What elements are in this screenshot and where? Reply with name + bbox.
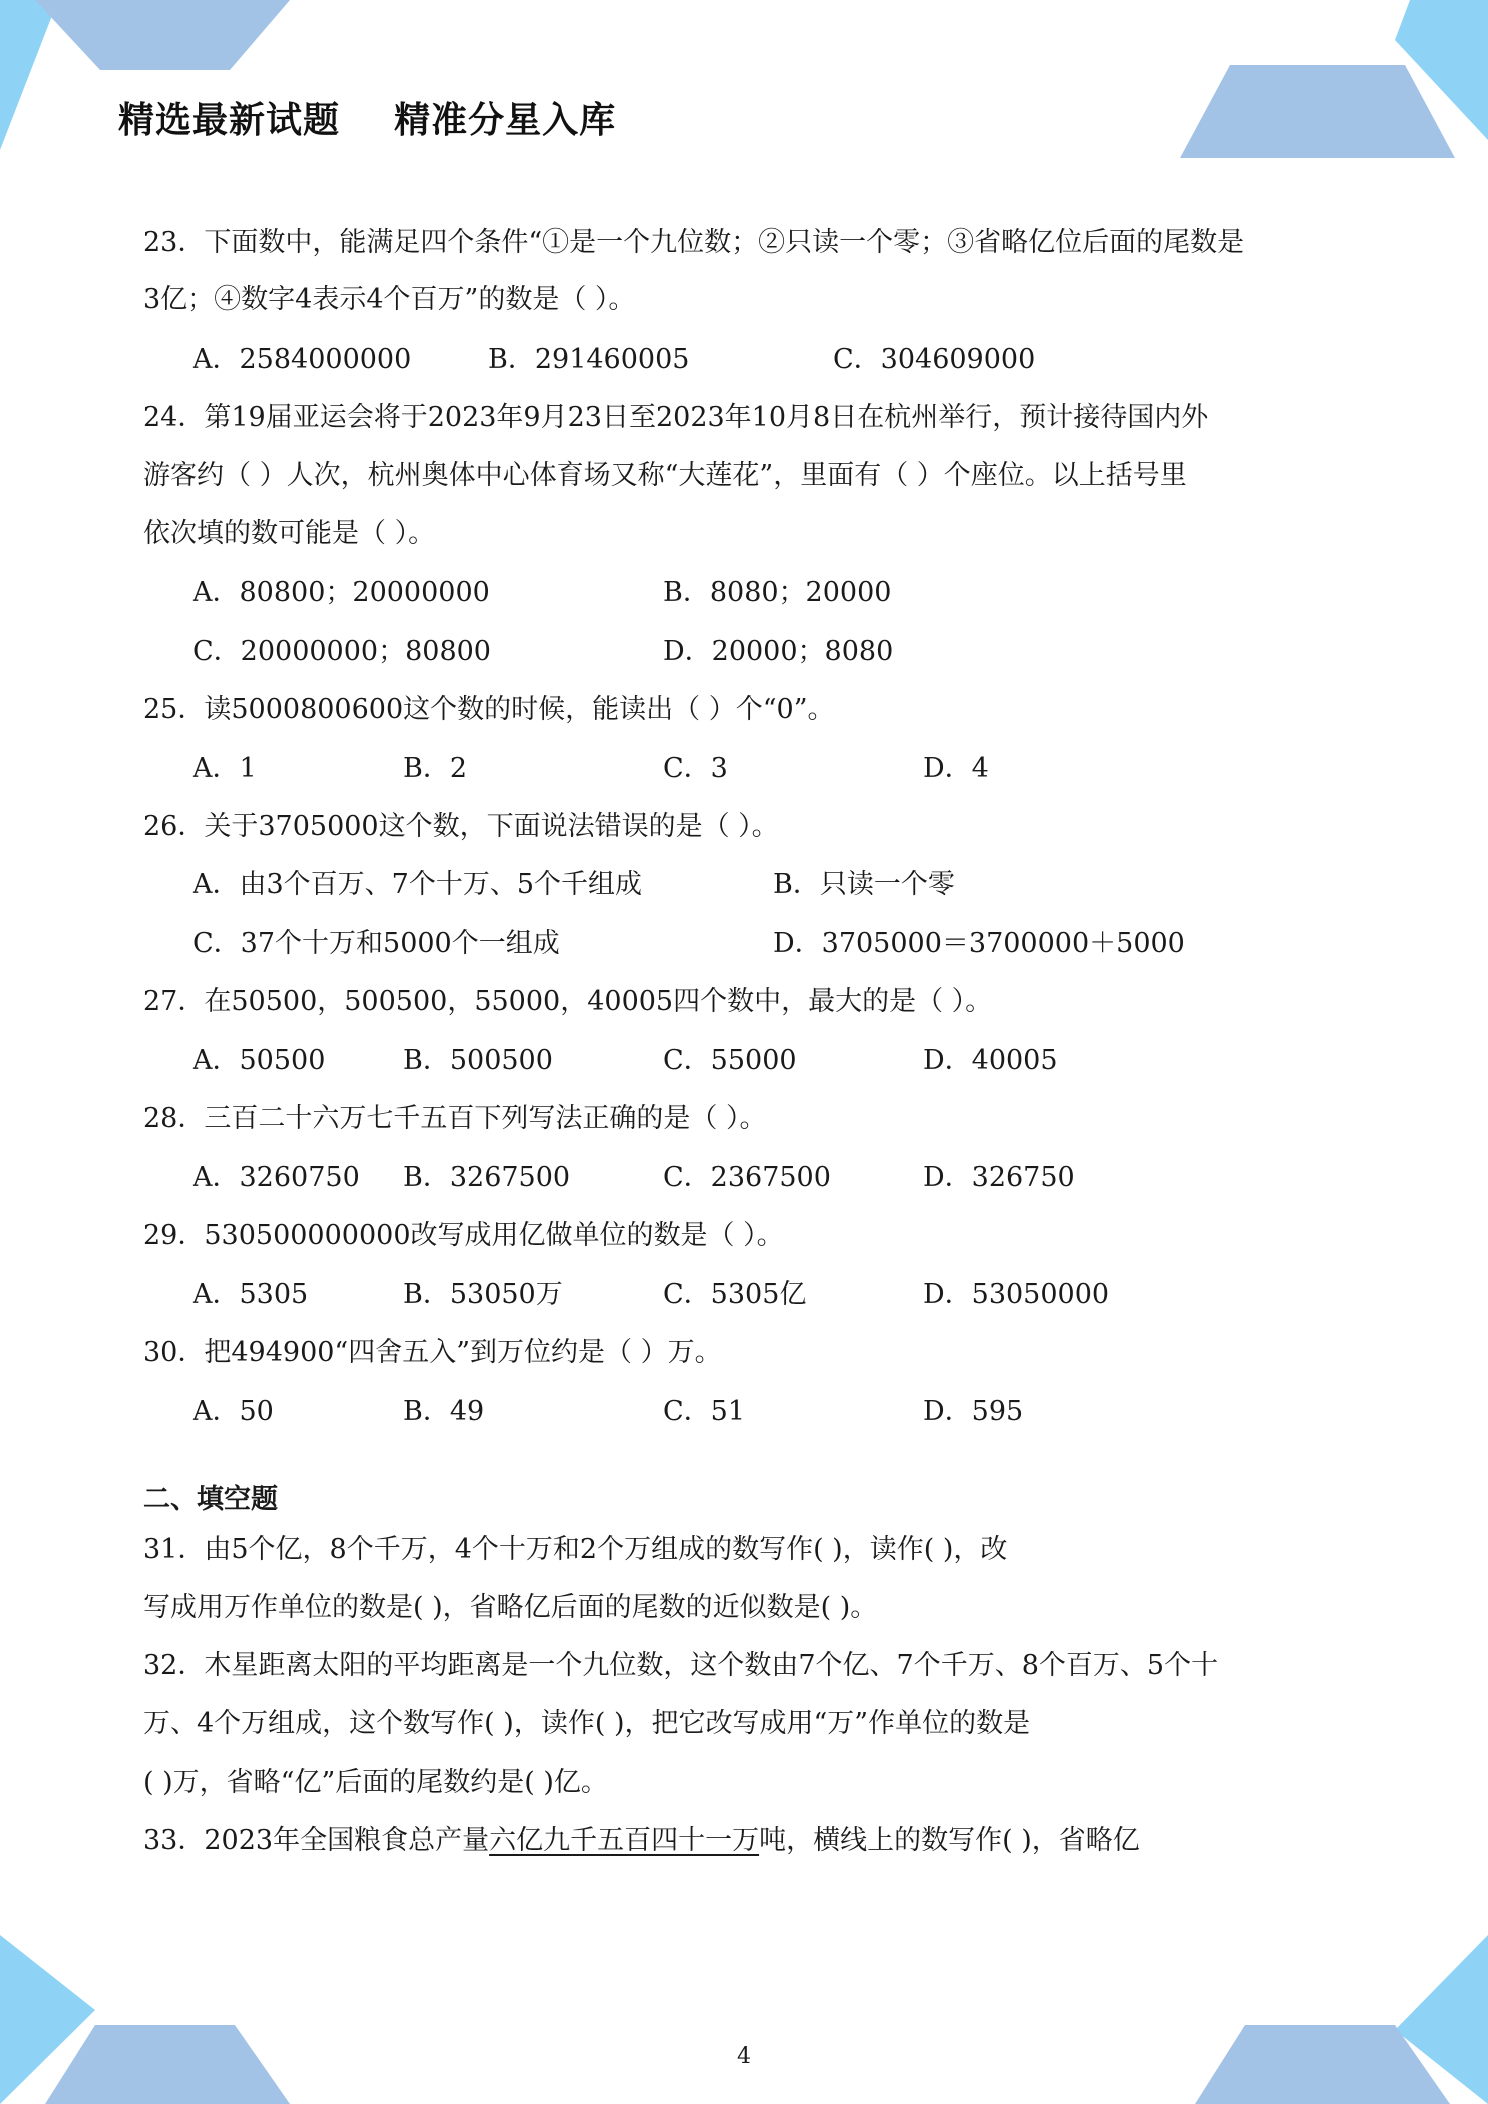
option-c: C．5305亿 bbox=[663, 1279, 807, 1310]
option-a: A．3260750 bbox=[193, 1162, 360, 1193]
option-c: C．20000000；80800 bbox=[193, 636, 491, 667]
top-right-trapezoid bbox=[1180, 65, 1455, 158]
question-32-line-3: ( )万，省略“亿”后面的尾数约是( )亿。 bbox=[143, 1767, 608, 1798]
option-a: A．5305 bbox=[193, 1279, 309, 1310]
question-26-line-1: 26．关于3705000这个数，下面说法错误的是（ ）。 bbox=[143, 811, 779, 842]
option-b: B．53050万 bbox=[403, 1279, 563, 1310]
question-33-prefix: 33．2023年全国粮食总产量 bbox=[143, 1825, 490, 1856]
option-a: A．1 bbox=[193, 753, 257, 784]
option-c: C．55000 bbox=[663, 1045, 797, 1076]
option-b: B．只读一个零 bbox=[773, 869, 955, 900]
option-b: B．2 bbox=[403, 753, 468, 784]
option-a: A．50 bbox=[193, 1396, 274, 1427]
option-c: C．304609000 bbox=[833, 344, 1036, 375]
option-d: D．326750 bbox=[923, 1162, 1075, 1193]
option-b: B．500500 bbox=[403, 1045, 553, 1076]
question-32-line-2: 万、4个万组成，这个数写作( )，读作( )，把它改写成用“万”作单位的数是 bbox=[143, 1708, 1031, 1739]
question-27-line-1: 27．在50500，500500，55000，40005四个数中，最大的是（ ）。 bbox=[143, 986, 993, 1017]
question-30-line-1: 30．把494900“四舍五入”到万位约是（ ）万。 bbox=[143, 1337, 722, 1368]
option-c: C．2367500 bbox=[663, 1162, 831, 1193]
question-31-line-1: 31．由5个亿，8个千万，4个十万和2个万组成的数写作( )，读作( )，改 bbox=[143, 1534, 1008, 1565]
option-b: B．3267500 bbox=[403, 1162, 571, 1193]
option-b: B．49 bbox=[403, 1396, 485, 1427]
section-title: 二、填空题 bbox=[143, 1484, 278, 1515]
question-24-line-3: 依次填的数可能是（ ）。 bbox=[143, 518, 436, 549]
question-24-line-2: 游客约（ ）人次，杭州奥体中心体育场又称“大莲花”，里面有（ ）个座位。以上括号里 bbox=[143, 460, 1187, 491]
option-d: D．3705000＝3700000＋5000 bbox=[773, 928, 1185, 959]
question-28-line-1: 28．三百二十六万七千五百下列写法正确的是（ ）。 bbox=[143, 1103, 767, 1134]
page-number: 4 bbox=[737, 2044, 751, 2069]
option-c: C．37个十万和5000个一组成 bbox=[193, 928, 560, 959]
option-a: A．2584000000 bbox=[193, 344, 412, 375]
option-b: B．8080；20000 bbox=[663, 577, 892, 608]
question-23-line-1: 23．下面数中，能满足四个条件“①是一个九位数；②只读一个零；③省略亿位后面的尾数是 bbox=[143, 227, 1245, 258]
option-d: D．20000；8080 bbox=[663, 636, 894, 667]
option-c: C．3 bbox=[663, 753, 728, 784]
option-a: A．由3个百万、7个十万、5个千组成 bbox=[193, 869, 643, 900]
question-25-line-1: 25．读5000800600这个数的时候，能读出（ ）个“0”。 bbox=[143, 694, 835, 725]
option-b: B．291460005 bbox=[488, 344, 690, 375]
question-33-line-1 bbox=[143, 1824, 1140, 1858]
option-d: D．4 bbox=[923, 753, 989, 784]
question-24-line-1: 24．第19届亚运会将于2023年9月23日至2023年10月8日在杭州举行，预计接待国内外 bbox=[143, 402, 1209, 433]
question-31-line-2: 写成用万作单位的数是( )，省略亿后面的尾数的近似数是( )。 bbox=[143, 1592, 878, 1623]
option-a: A．80800；20000000 bbox=[193, 577, 490, 608]
header-title: 精选最新试题 精准分星入库 bbox=[118, 100, 617, 141]
question-23-line-2: 3亿；④数字4表示4个百万”的数是（ ）。 bbox=[143, 284, 636, 315]
top-left-triangle bbox=[0, 0, 58, 150]
question-33-suffix: 吨，横线上的数写作( )，省略亿 bbox=[759, 1825, 1140, 1856]
option-c: C．51 bbox=[663, 1396, 746, 1427]
option-a: A．50500 bbox=[193, 1045, 326, 1076]
option-d: D．40005 bbox=[923, 1045, 1058, 1076]
underlined-quantity: 六亿九千五百四十一万 bbox=[489, 1825, 760, 1856]
top-left-trapezoid bbox=[35, 0, 290, 70]
question-29-line-1: 29．530500000000改写成用亿做单位的数是（ ）。 bbox=[143, 1220, 784, 1251]
option-d: D．595 bbox=[923, 1396, 1024, 1427]
question-32-line-1: 32．木星距离太阳的平均距离是一个九位数，这个数由7个亿、7个千万、8个百万、5个十 bbox=[143, 1650, 1219, 1681]
option-d: D．53050000 bbox=[923, 1279, 1110, 1310]
